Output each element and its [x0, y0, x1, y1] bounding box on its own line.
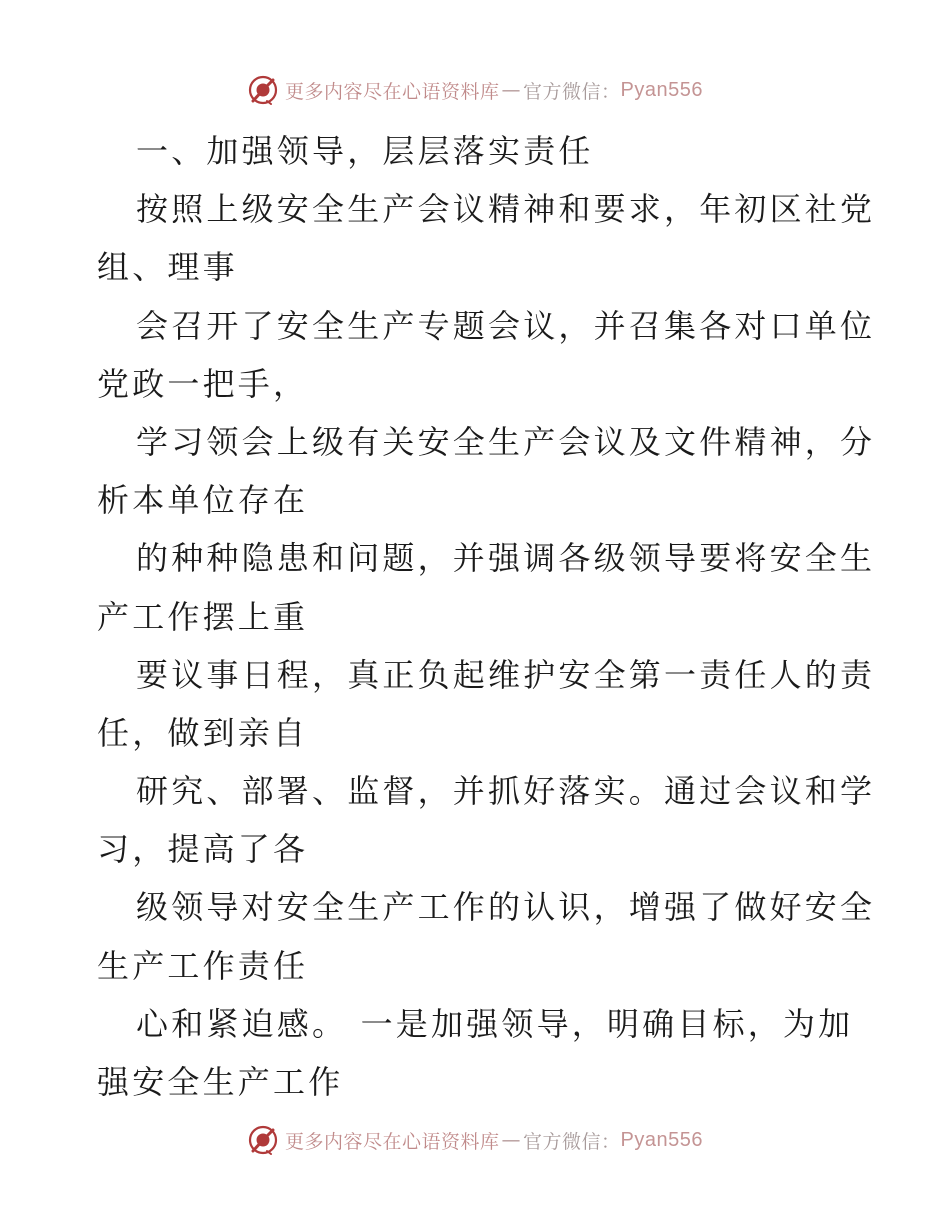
header-watermark — [0, 70, 950, 110]
text-line: 组、理事 — [97, 248, 238, 287]
ribbon-seal-icon — [247, 74, 279, 106]
text-line: 任，做到亲自 — [97, 713, 309, 752]
text-line: 研究、部署、监督，并抓好落实。通过会议和学 — [136, 772, 876, 811]
text-line: 强安全生产工作 — [97, 1063, 344, 1101]
text-line: 要议事日程，真正负起维护安全第一责任人的责 — [136, 655, 876, 694]
text-line: 习，提高了各 — [97, 830, 309, 869]
watermark-site-text: 更多内容尽在心语资料库 — [285, 80, 500, 103]
text-line: 析本单位存在 — [97, 481, 309, 520]
text-line: 党政一把手， — [97, 364, 309, 403]
footer-watermark — [0, 1120, 950, 1160]
text-line: 会召开了安全生产专题会议，并召集各对口单位 — [136, 306, 876, 345]
text-line: 一、加强领导，层层落实责任 — [136, 132, 594, 170]
watermark-separator: — — [501, 79, 522, 101]
watermark-separator: — — [501, 1129, 522, 1151]
watermark-site-text: 更多内容尽在心语资料库 — [285, 1130, 500, 1153]
text-line: 级领导对安全生产工作的认识，增强了做好安全 — [136, 888, 876, 927]
document-body — [97, 122, 876, 1111]
watermark-official-text: 官方微信： — [523, 80, 621, 103]
text-line: 按照上级安全生产会议精神和要求，年初区社党 — [136, 190, 876, 229]
ribbon-seal-icon — [247, 1124, 279, 1156]
text-line: 产工作摆上重 — [97, 597, 309, 636]
text-line: 生产工作责任 — [97, 946, 309, 985]
watermark-official-text: 官方微信： — [523, 1130, 621, 1153]
text-line: 心和紧迫感。 一是加强领导，明确目标，为加 — [136, 1004, 854, 1043]
text-line: 学习领会上级有关安全生产会议及文件精神，分 — [136, 422, 876, 461]
text-line: 的种种隐患和问题，并强调各级领导要将安全生 — [136, 539, 876, 578]
watermark-wechat-id: Pyan556 — [620, 1128, 703, 1151]
watermark-wechat-id: Pyan556 — [620, 78, 703, 101]
